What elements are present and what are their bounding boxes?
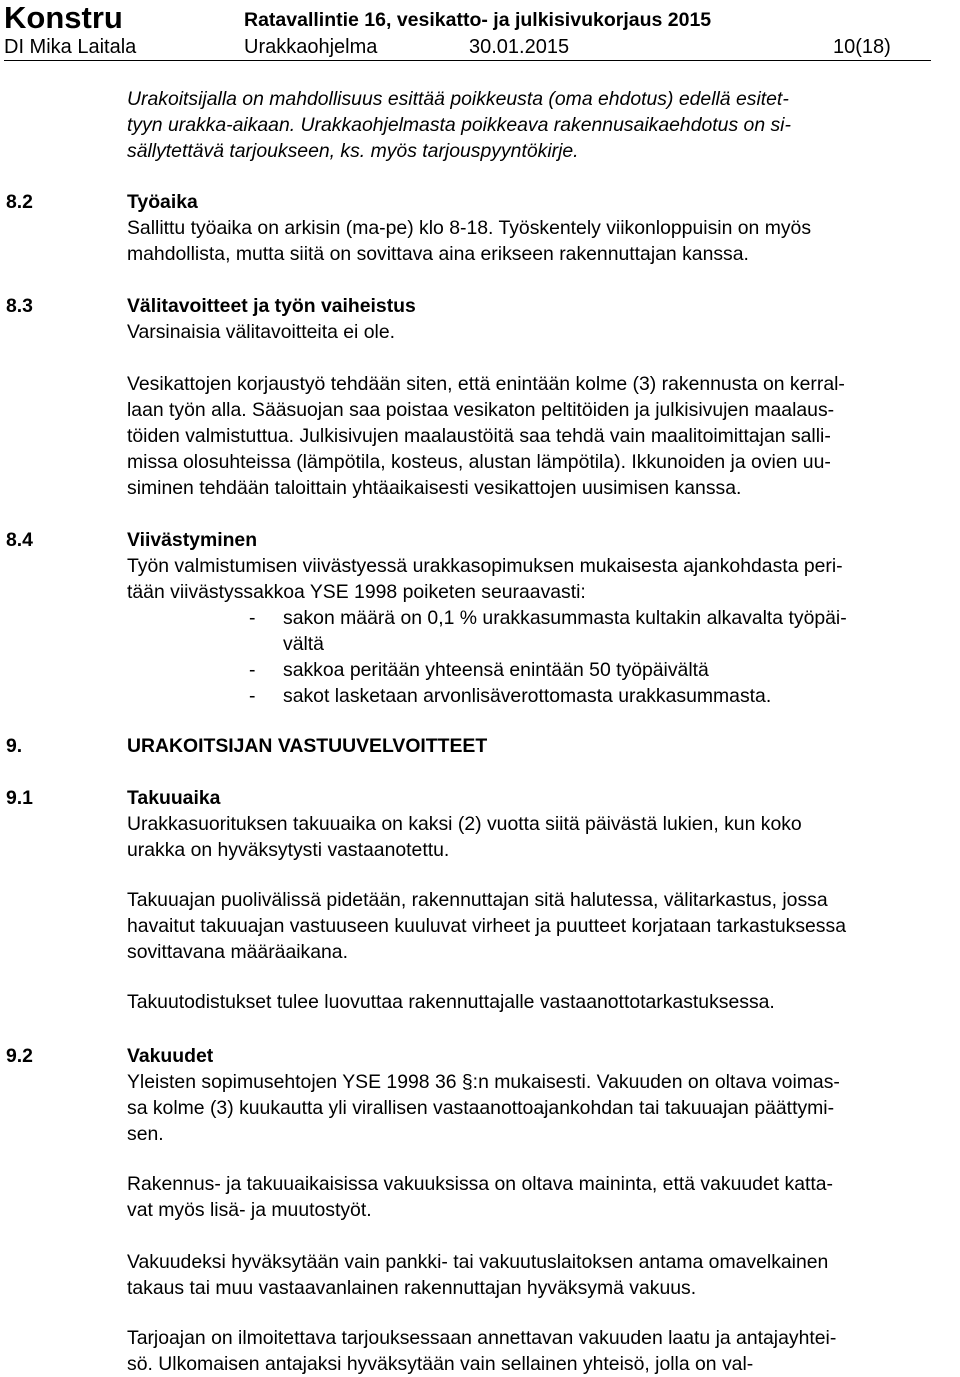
list-item-text bbox=[283, 605, 960, 657]
text-line: sakon määrä on 0,1 % urakkasummasta kultakin alkavalta työpäi- bbox=[283, 607, 847, 629]
text-line: Vesikattojen korjaustyö tehdään siten, että enintään kolme (3) rakennusta on kerral- bbox=[127, 373, 845, 395]
section-9-2-number: 9.2 bbox=[6, 1045, 33, 1067]
header-divider bbox=[4, 60, 931, 61]
text-line: vat myös lisä- ja muutostyöt. bbox=[127, 1199, 372, 1221]
text-line: Takuutodistukset tulee luovuttaa rakennuttajalle vastaanottotarkastuksessa. bbox=[127, 991, 775, 1013]
section-8-3-p1 bbox=[127, 319, 957, 345]
list-item-text bbox=[283, 683, 960, 709]
text-line: siminen tehdään taloittain yhtäaikaisesti vesikattojen uusimisen kanssa. bbox=[127, 477, 742, 499]
text-line: sakkoa peritään yhteensä enintään 50 työpäivältä bbox=[283, 659, 709, 681]
text-line: sö. Ulkomaisen antajaksi hyväksytään vain sellainen yhteisö, jolla on val- bbox=[127, 1353, 754, 1375]
text-line: tään viivästyssakkoa YSE 1998 poiketen seuraavasti: bbox=[127, 581, 586, 603]
text-line: takaus tai muu vastaavanlainen rakennuttajan hyväksymä vakuus. bbox=[127, 1277, 697, 1299]
text-line: Vakuudeksi hyväksytään vain pankki- tai vakuutuslaitoksen antama omavelkainen bbox=[127, 1251, 829, 1273]
section-9-1-p1 bbox=[127, 811, 957, 863]
section-9-1-number: 9.1 bbox=[6, 787, 33, 809]
text-line: sovittavana määräaikana. bbox=[127, 941, 348, 963]
section-9-2-p4 bbox=[127, 1325, 957, 1377]
text-line: urakka on hyväksytysti vastaanotettu. bbox=[127, 839, 450, 861]
list-item-text bbox=[283, 657, 960, 683]
section-9-1-title: Takuuaika bbox=[127, 787, 221, 809]
list-dash: - bbox=[249, 607, 256, 629]
project-title: Ratavallintie 16, vesikatto- ja julkisivukorjaus 2015 bbox=[244, 9, 712, 31]
text-line: Urakoitsijalla on mahdollisuus esittää poikkeusta (oma ehdotus) edellä esitet- bbox=[127, 88, 789, 110]
text-line: töiden valmistuttua. Julkisivujen maalaustöitä saa tehdä vain maalitoimittajan salli- bbox=[127, 425, 831, 447]
document-date: 30.01.2015 bbox=[469, 36, 570, 58]
section-9-2-title: Vakuudet bbox=[127, 1045, 214, 1067]
text-line: mahdollista, mutta siitä on sovittava aina erikseen rakennuttajan kanssa. bbox=[127, 243, 749, 265]
list-item bbox=[249, 605, 949, 657]
section-8-3-p2 bbox=[127, 371, 957, 501]
section-9-2-p2 bbox=[127, 1171, 957, 1223]
text-line: Sallittu työaika on arkisin (ma-pe) klo 8-18. Työskentely viikonloppuisin on myös bbox=[127, 217, 812, 239]
section-8-3-number: 8.3 bbox=[6, 295, 33, 317]
page-number: 10(18) bbox=[833, 36, 891, 58]
section-9-2-p1 bbox=[127, 1069, 957, 1147]
section-8-2-body bbox=[127, 215, 957, 267]
text-line: missa olosuhteissa (lämpötila, kosteus, alustan lämpötila). Ikkunoiden ja ovien uu- bbox=[127, 451, 831, 473]
list-item bbox=[249, 657, 949, 683]
text-line: tyyn urakka-aikaan. Urakkaohjelmasta poikkeava rakennusaikaehdotus on si- bbox=[127, 114, 791, 136]
text-line: sällytettävä tarjoukseen, ks. myös tarjouspyyntökirje. bbox=[127, 140, 579, 162]
text-line: Varsinaisia välitavoitteita ei ole. bbox=[127, 321, 396, 343]
author-name: DI Mika Laitala bbox=[4, 36, 137, 58]
text-line: Rakennus- ja takuuaikaisissa vakuuksissa on oltava maininta, että vakuudet katta- bbox=[127, 1173, 833, 1195]
text-line: sen. bbox=[127, 1123, 164, 1145]
text-line: Urakkasuorituksen takuuaika on kaksi (2) vuotta siitä päivästä lukien, kun koko bbox=[127, 813, 802, 835]
company-name: Konstru bbox=[4, 0, 123, 35]
section-8-2-title: Työaika bbox=[127, 191, 198, 213]
text-line: Yleisten sopimusehtojen YSE 1998 36 §:n mukaisesti. Vakuuden on oltava voimas- bbox=[127, 1071, 840, 1093]
text-line: vältä bbox=[283, 633, 324, 655]
section-9-number: 9. bbox=[6, 735, 23, 757]
text-line: Takuuajan puolivälissä pidetään, rakennuttajan sitä halutessa, välitarkastus, jossa bbox=[127, 889, 828, 911]
intro-paragraph bbox=[127, 86, 957, 164]
section-8-4-body bbox=[127, 553, 957, 605]
text-line: Työn valmistumisen viivästyessä urakkasopimuksen mukaisesta ajankohdasta peri- bbox=[127, 555, 843, 577]
section-8-4-title: Viivästyminen bbox=[127, 529, 258, 551]
text-line: Tarjoajan on ilmoitettava tarjouksessaan annettavan vakuuden laatu ja antajayhtei- bbox=[127, 1327, 837, 1349]
list-item bbox=[249, 683, 949, 709]
list-dash: - bbox=[249, 659, 256, 681]
document-type: Urakkaohjelma bbox=[244, 36, 378, 58]
section-9-title: URAKOITSIJAN VASTUUVELVOITTEET bbox=[127, 735, 488, 757]
text-line: havaitut takuuajan vastuuseen kuuluvat virheet ja puutteet korjataan tarkastuksessa bbox=[127, 915, 846, 937]
text-line: sakot lasketaan arvonlisäverottomasta urakkasummasta. bbox=[283, 685, 772, 707]
section-9-1-p3 bbox=[127, 989, 957, 1015]
text-line: laan työn alla. Sääsuojan saa poistaa vesikaton peltitöiden ja julkisivujen maalaus- bbox=[127, 399, 835, 421]
section-8-2-number: 8.2 bbox=[6, 191, 33, 213]
section-9-2-p3 bbox=[127, 1249, 957, 1301]
text-line: sa kolme (3) kuukautta yli virallisen vastaanottoajankohdan tai takuuajan päättymi- bbox=[127, 1097, 835, 1119]
section-9-1-p2 bbox=[127, 887, 957, 965]
section-8-3-title: Välitavoitteet ja työn vaiheistus bbox=[127, 295, 416, 317]
section-8-4-number: 8.4 bbox=[6, 529, 33, 551]
list-dash: - bbox=[249, 685, 256, 707]
